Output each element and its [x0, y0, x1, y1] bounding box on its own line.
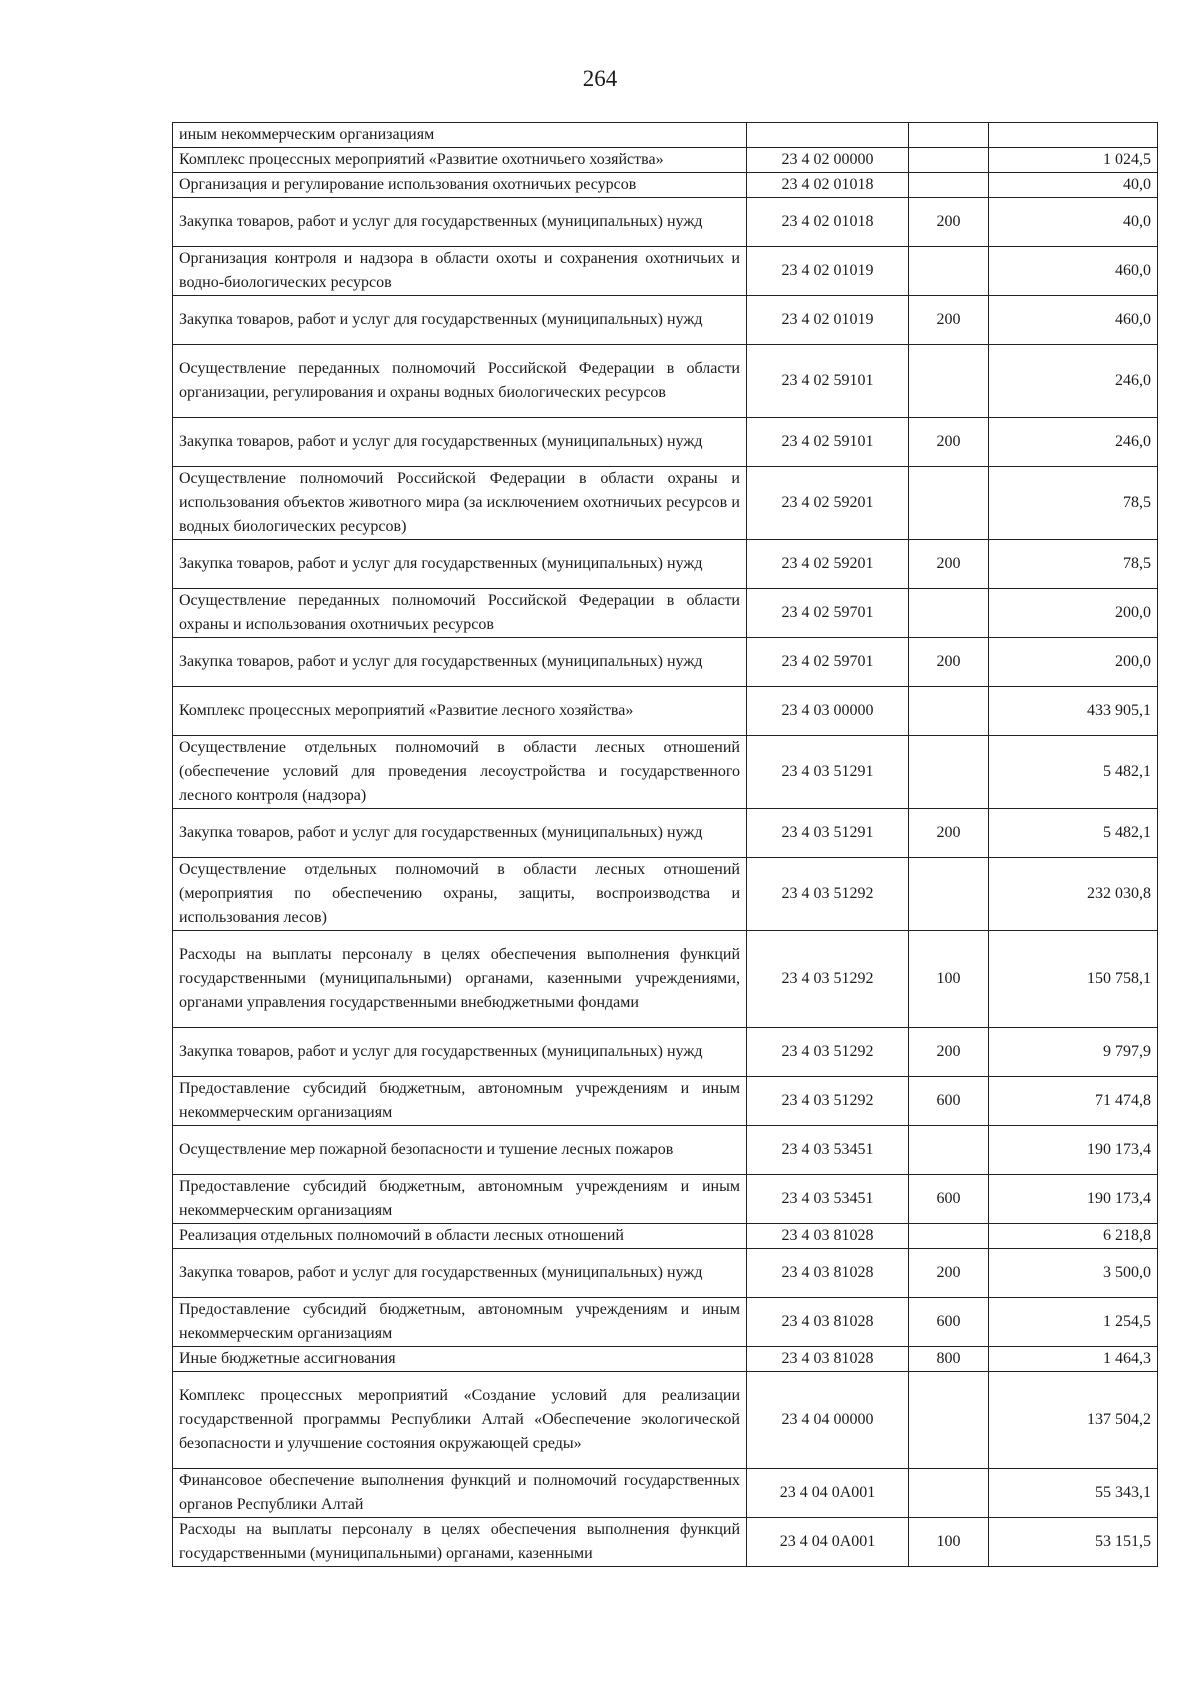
- row-sum: 246,0: [989, 418, 1158, 467]
- row-code: 23 4 03 51292: [747, 1077, 909, 1126]
- row-name: Расходы на выплаты персоналу в целях обеспечения выполнения функций государственными (муниципальными) органами, казенными: [173, 1518, 747, 1567]
- row-type: 600: [909, 1175, 989, 1224]
- table-row: [173, 809, 1158, 858]
- table-row: [173, 1028, 1158, 1077]
- row-sum: 78,5: [989, 467, 1158, 540]
- table-row: [173, 1347, 1158, 1372]
- table-row: [173, 1469, 1158, 1518]
- row-sum: [989, 123, 1158, 148]
- table-row: [173, 1126, 1158, 1175]
- row-type: [909, 247, 989, 296]
- row-code: 23 4 03 81028: [747, 1224, 909, 1249]
- row-name: Иные бюджетные ассигнования: [173, 1347, 747, 1372]
- table-row: [173, 1077, 1158, 1126]
- row-name: Осуществление переданных полномочий Российской Федерации в области охраны и использования охотничьих ресурсов: [173, 589, 747, 638]
- row-sum: 246,0: [989, 345, 1158, 418]
- row-name: иным некоммерческим организациям: [173, 123, 747, 148]
- row-type: 200: [909, 418, 989, 467]
- row-code: 23 4 02 59201: [747, 540, 909, 589]
- row-type: [909, 589, 989, 638]
- row-name: Закупка товаров, работ и услуг для государственных (муниципальных) нужд: [173, 296, 747, 345]
- row-code: 23 4 02 59101: [747, 418, 909, 467]
- row-type: 100: [909, 1518, 989, 1567]
- row-type: [909, 687, 989, 736]
- row-code: 23 4 02 00000: [747, 148, 909, 173]
- table-row: [173, 858, 1158, 931]
- row-name: Закупка товаров, работ и услуг для государственных (муниципальных) нужд: [173, 198, 747, 247]
- row-code: [747, 123, 909, 148]
- row-name: Расходы на выплаты персоналу в целях обеспечения выполнения функций государственными (муниципальными) органами, казенными учреждениями, органами управления государственными внебюджетными фондами: [173, 931, 747, 1028]
- table-row: [173, 589, 1158, 638]
- table-row: [173, 1249, 1158, 1298]
- row-type: [909, 123, 989, 148]
- row-code: 23 4 02 01019: [747, 247, 909, 296]
- page-number: 264: [582, 66, 618, 91]
- row-type: 200: [909, 198, 989, 247]
- row-sum: 1 464,3: [989, 1347, 1158, 1372]
- row-sum: 232 030,8: [989, 858, 1158, 931]
- row-name: Осуществление переданных полномочий Российской Федерации в области организации, регулирования и охраны водных биологических ресурсов: [173, 345, 747, 418]
- table-row: [173, 638, 1158, 687]
- table-row: [173, 467, 1158, 540]
- row-sum: 9 797,9: [989, 1028, 1158, 1077]
- row-code: 23 4 03 81028: [747, 1249, 909, 1298]
- row-type: 200: [909, 638, 989, 687]
- row-name: Закупка товаров, работ и услуг для государственных (муниципальных) нужд: [173, 418, 747, 467]
- row-name: Предоставление субсидий бюджетным, автономным учреждениям и иным некоммерческим организациям: [173, 1298, 747, 1347]
- row-code: 23 4 03 53451: [747, 1175, 909, 1224]
- row-type: [909, 1126, 989, 1175]
- row-type: 200: [909, 1028, 989, 1077]
- row-sum: 200,0: [989, 589, 1158, 638]
- table-row: [173, 931, 1158, 1028]
- row-sum: 71 474,8: [989, 1077, 1158, 1126]
- table-row: [173, 540, 1158, 589]
- row-code: 23 4 03 00000: [747, 687, 909, 736]
- row-type: 200: [909, 540, 989, 589]
- row-name: Реализация отдельных полномочий в области лесных отношений: [173, 1224, 747, 1249]
- table-row: [173, 173, 1158, 198]
- row-type: [909, 1469, 989, 1518]
- row-sum: 137 504,2: [989, 1372, 1158, 1469]
- row-type: [909, 736, 989, 809]
- row-code: 23 4 04 00000: [747, 1372, 909, 1469]
- budget-table: [172, 122, 1158, 1567]
- row-name: Комплекс процессных мероприятий «Создание условий для реализации государственной программы Республики Алтай «Обеспечение экологической безопасности и улучшение состояния окружающей среды»: [173, 1372, 747, 1469]
- row-name: Организация контроля и надзора в области охоты и сохранения охотничьих и водно-биологических ресурсов: [173, 247, 747, 296]
- table-row: [173, 345, 1158, 418]
- row-sum: 1 254,5: [989, 1298, 1158, 1347]
- table-row: [173, 418, 1158, 467]
- row-sum: 3 500,0: [989, 1249, 1158, 1298]
- row-code: 23 4 02 59101: [747, 345, 909, 418]
- row-code: 23 4 02 01019: [747, 296, 909, 345]
- row-name: Закупка товаров, работ и услуг для государственных (муниципальных) нужд: [173, 1249, 747, 1298]
- row-sum: 460,0: [989, 296, 1158, 345]
- row-type: [909, 1224, 989, 1249]
- table-row: [173, 1298, 1158, 1347]
- row-code: 23 4 03 51292: [747, 1028, 909, 1077]
- row-name: Осуществление мер пожарной безопасности и тушение лесных пожаров: [173, 1126, 747, 1175]
- row-sum: 433 905,1: [989, 687, 1158, 736]
- row-code: 23 4 02 59701: [747, 638, 909, 687]
- table-row: [173, 736, 1158, 809]
- row-code: 23 4 03 51291: [747, 736, 909, 809]
- row-sum: 78,5: [989, 540, 1158, 589]
- row-type: [909, 173, 989, 198]
- row-code: 23 4 03 81028: [747, 1347, 909, 1372]
- row-type: [909, 1372, 989, 1469]
- row-sum: 40,0: [989, 173, 1158, 198]
- row-code: 23 4 03 51292: [747, 931, 909, 1028]
- row-code: 23 4 03 53451: [747, 1126, 909, 1175]
- row-sum: 53 151,5: [989, 1518, 1158, 1567]
- row-code: 23 4 03 51292: [747, 858, 909, 931]
- row-name: Закупка товаров, работ и услуг для государственных (муниципальных) нужд: [173, 540, 747, 589]
- table-row: [173, 198, 1158, 247]
- row-type: [909, 345, 989, 418]
- row-sum: 150 758,1: [989, 931, 1158, 1028]
- row-sum: 1 024,5: [989, 148, 1158, 173]
- table-row: [173, 123, 1158, 148]
- table-row: [173, 247, 1158, 296]
- row-sum: 6 218,8: [989, 1224, 1158, 1249]
- table-row: [173, 1175, 1158, 1224]
- row-sum: 190 173,4: [989, 1126, 1158, 1175]
- row-name: Предоставление субсидий бюджетным, автономным учреждениям и иным некоммерческим организациям: [173, 1077, 747, 1126]
- row-type: 600: [909, 1077, 989, 1126]
- row-name: Предоставление субсидий бюджетным, автономным учреждениям и иным некоммерческим организациям: [173, 1175, 747, 1224]
- row-sum: 200,0: [989, 638, 1158, 687]
- row-name: Осуществление полномочий Российской Федерации в области охраны и использования объектов животного мира (за исключением охотничьих ресурсов и водных биологических ресурсов): [173, 467, 747, 540]
- row-code: 23 4 03 51291: [747, 809, 909, 858]
- row-sum: 190 173,4: [989, 1175, 1158, 1224]
- row-type: [909, 858, 989, 931]
- row-code: 23 4 02 59701: [747, 589, 909, 638]
- row-type: [909, 148, 989, 173]
- row-sum: 460,0: [989, 247, 1158, 296]
- row-name: Закупка товаров, работ и услуг для государственных (муниципальных) нужд: [173, 638, 747, 687]
- row-sum: 5 482,1: [989, 809, 1158, 858]
- row-name: Комплекс процессных мероприятий «Развитие лесного хозяйства»: [173, 687, 747, 736]
- table-row: [173, 148, 1158, 173]
- table-row: [173, 1518, 1158, 1567]
- row-name: Организация и регулирование использования охотничьих ресурсов: [173, 173, 747, 198]
- row-code: 23 4 02 59201: [747, 467, 909, 540]
- row-name: Закупка товаров, работ и услуг для государственных (муниципальных) нужд: [173, 1028, 747, 1077]
- row-name: Осуществление отдельных полномочий в области лесных отношений (обеспечение условий для проведения лесоустройства и государственного лесного контроля (надзора): [173, 736, 747, 809]
- row-type: 100: [909, 931, 989, 1028]
- row-name: Комплекс процессных мероприятий «Развитие охотничьего хозяйства»: [173, 148, 747, 173]
- row-code: 23 4 04 0А001: [747, 1469, 909, 1518]
- row-type: 800: [909, 1347, 989, 1372]
- row-type: 200: [909, 1249, 989, 1298]
- table-row: [173, 1372, 1158, 1469]
- row-code: 23 4 02 01018: [747, 198, 909, 247]
- row-code: 23 4 03 81028: [747, 1298, 909, 1347]
- row-name: Осуществление отдельных полномочий в области лесных отношений (мероприятия по обеспечению охраны, защиты, воспроизводства и использования лесов): [173, 858, 747, 931]
- table-row: [173, 687, 1158, 736]
- row-type: 200: [909, 809, 989, 858]
- row-code: 23 4 04 0А001: [747, 1518, 909, 1567]
- row-type: 200: [909, 296, 989, 345]
- row-type: [909, 467, 989, 540]
- row-name: Закупка товаров, работ и услуг для государственных (муниципальных) нужд: [173, 809, 747, 858]
- row-sum: 40,0: [989, 198, 1158, 247]
- table-row: [173, 296, 1158, 345]
- row-code: 23 4 02 01018: [747, 173, 909, 198]
- row-sum: 5 482,1: [989, 736, 1158, 809]
- table-row: [173, 1224, 1158, 1249]
- row-type: 600: [909, 1298, 989, 1347]
- budget-table-body: [173, 123, 1158, 1567]
- row-name: Финансовое обеспечение выполнения функций и полномочий государственных органов Республики Алтай: [173, 1469, 747, 1518]
- row-sum: 55 343,1: [989, 1469, 1158, 1518]
